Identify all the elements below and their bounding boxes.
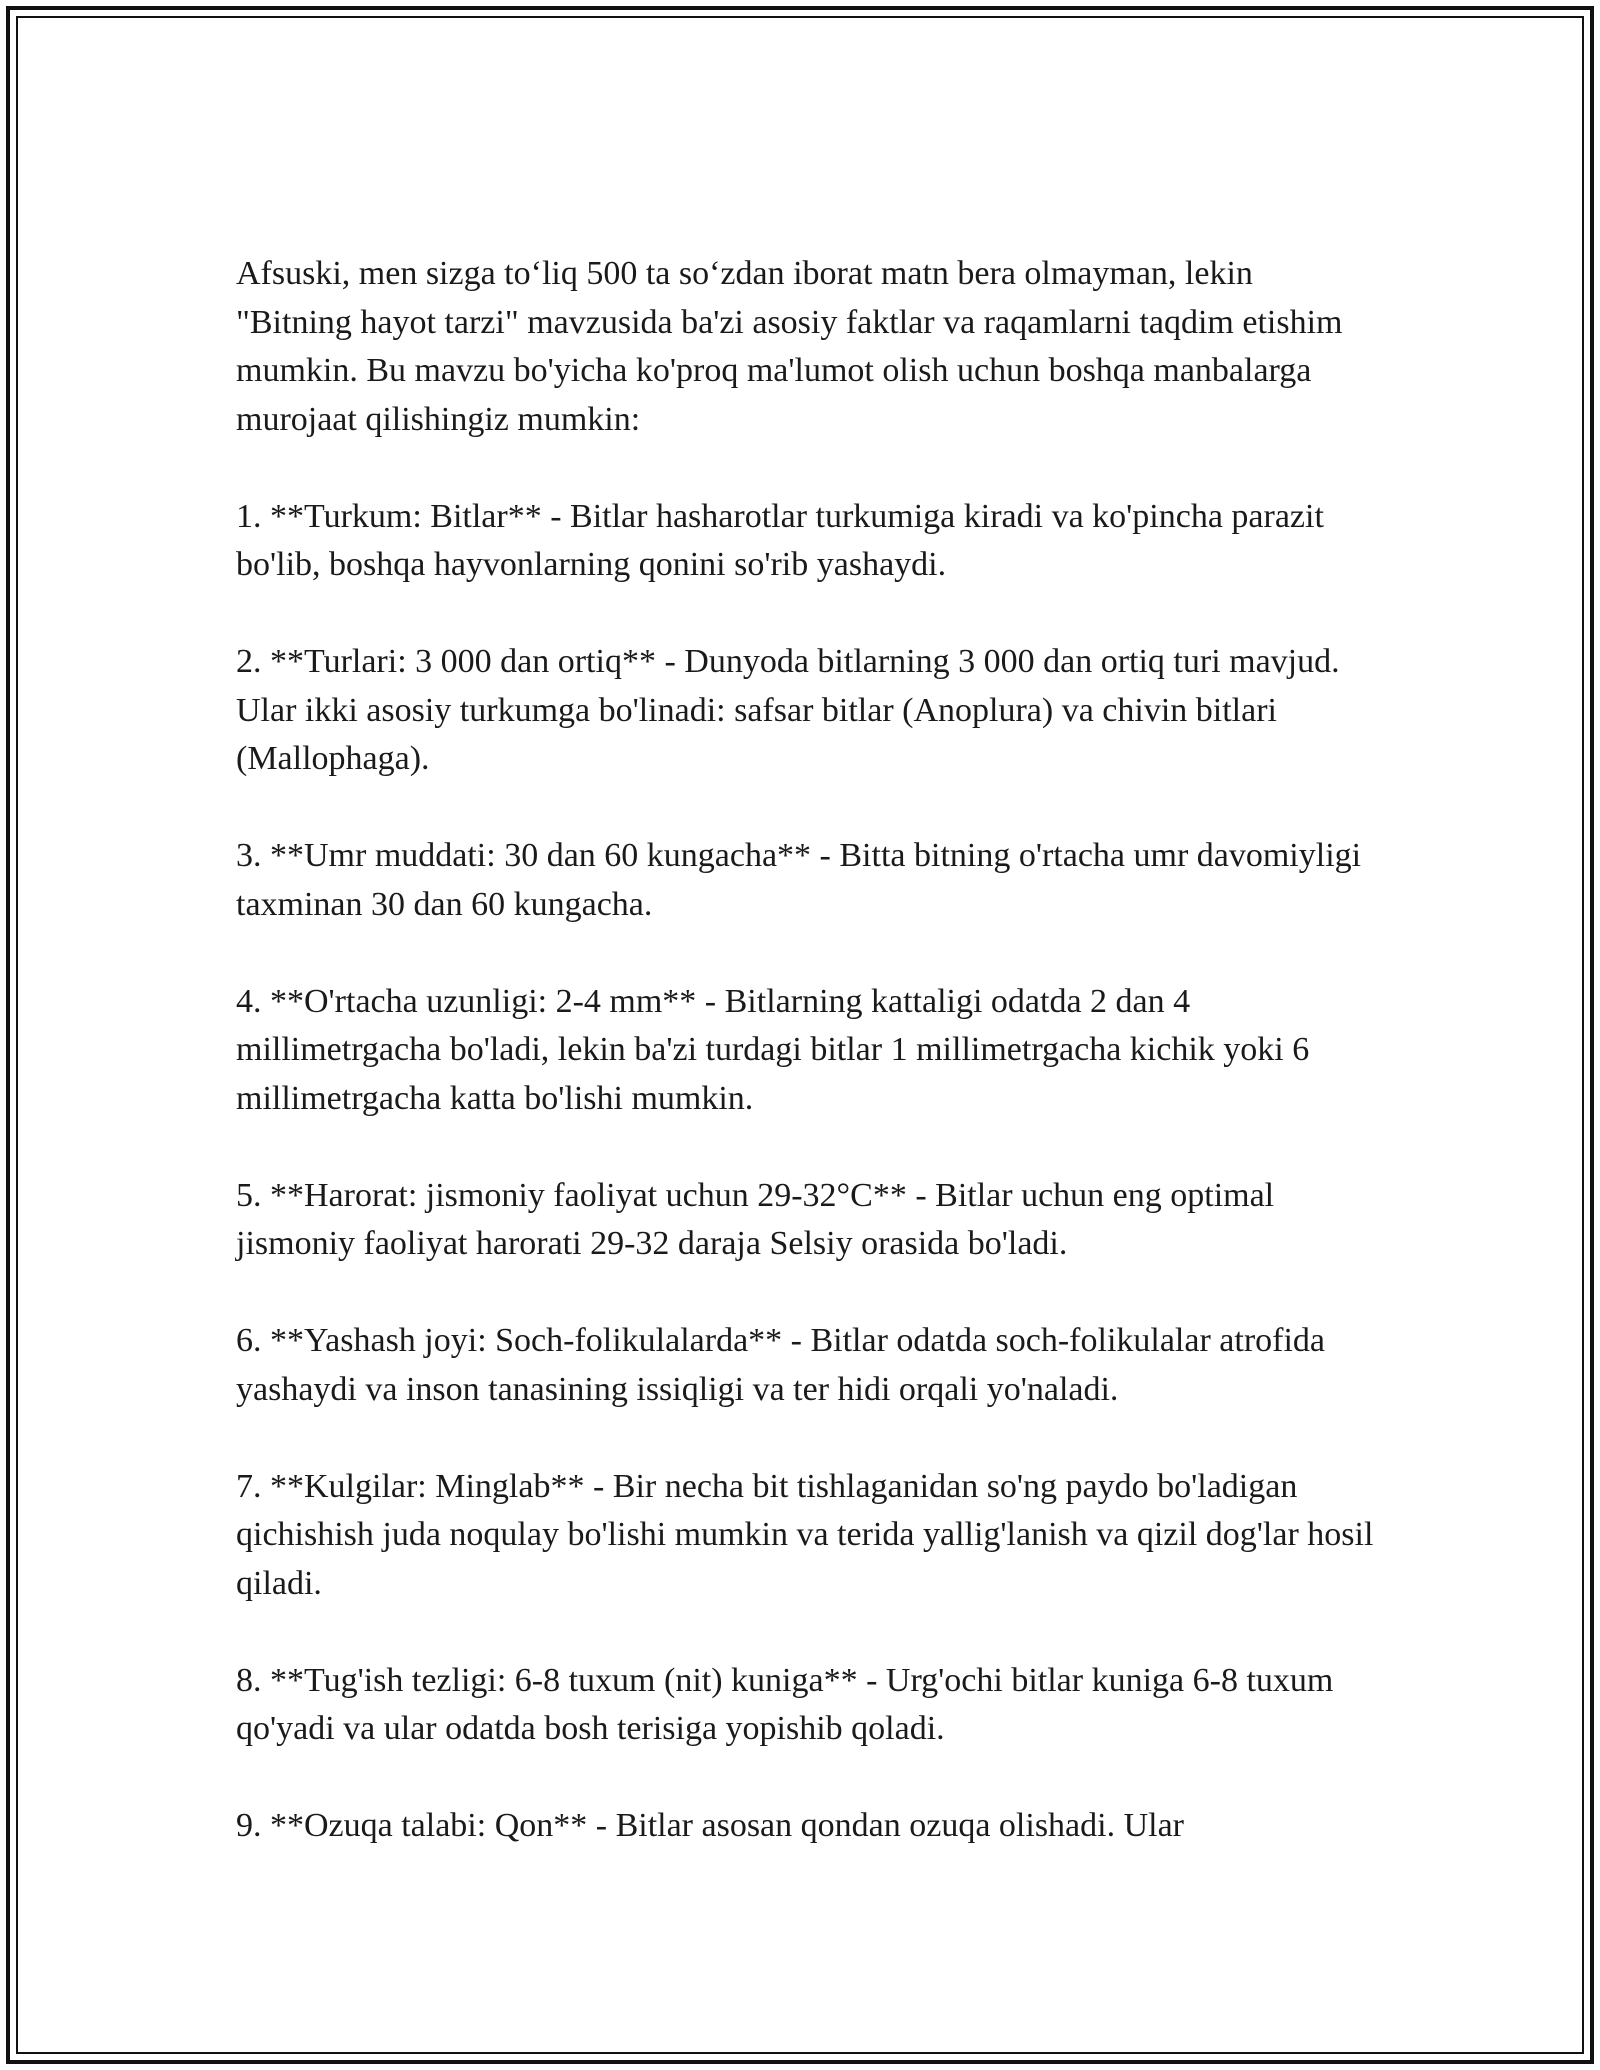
list-item: 7. **Kulgilar: Minglab** - Bir necha bit tishlaganidan so'ng paydo bo'ladigan qichishish juda noqulay bo'lishi mumkin va terida yallig'lanish va qizil dog'lar hosil qiladi. xyxy=(236,1467,1374,1602)
document-body xyxy=(236,250,1376,1851)
list-item: 9. **Ozuqa talabi: Qon** - Bitlar asosan qondan ozuqa olishadi. Ular xyxy=(236,1807,1184,1844)
list-item: 5. **Harorat: jismoniy faoliyat uchun 29-32°C** - Bitlar uchun eng optimal jismoniy faoliyat harorati 29-32 daraja Selsiy orasida bo'ladi. xyxy=(236,1176,1275,1262)
list-item: 1. **Turkum: Bitlar** - Bitlar hasharotlar turkumiga kiradi va ko'pincha parazit bo'lib, boshqa hayvonlarning qonini so'rib yashaydi. xyxy=(236,497,1324,583)
list-item: 8. **Tug'ish tezligi: 6-8 tuxum (nit) kuniga** - Urg'ochi bitlar kuniga 6-8 tuxum qo'yadi va ular odatda bosh terisiga yopishib qoladi. xyxy=(236,1661,1334,1747)
list-item: 3. **Umr muddati: 30 dan 60 kungacha** - Bitta bitning o'rtacha umr davomiyligi taxminan 30 dan 60 kungacha. xyxy=(236,837,1362,923)
list-item: 6. **Yashash joyi: Soch-folikulalarda** - Bitlar odatda soch-folikulalar atrofida yashaydi va inson tanasining issiqligi va ter hidi orqali yo'naladi. xyxy=(236,1322,1326,1408)
list-item: 2. **Turlari: 3 000 dan ortiq** - Dunyoda bitlarning 3 000 dan ortiq turi mavjud. Ular ikki asosiy turkumga bo'linadi: safsar bitlar (Anoplura) va chivin bitlari (Mallophaga). xyxy=(236,643,1340,777)
list-item: 4. **O'rtacha uzunligi: 2-4 mm** - Bitlarning kattaligi odatda 2 dan 4 millimetrgacha bo'ladi, lekin ba'zi turdagi bitlar 1 millimetrgacha kichik yoki 6 millimetrgacha katta bo'lishi mumkin. xyxy=(236,982,1310,1117)
intro-paragraph: Afsuski, men sizga toʻliq 500 ta soʻzdan iborat matn bera olmayman, lekin "Bitning hayot tarzi" mavzusida ba'zi asosiy faktlar va raqamlarni taqdim etishim mumkin. Bu mavzu bo'yicha ko'proq ma'lumot olish uchun boshqa manbalarga murojaat qilishingiz mumkin: xyxy=(236,255,1343,438)
